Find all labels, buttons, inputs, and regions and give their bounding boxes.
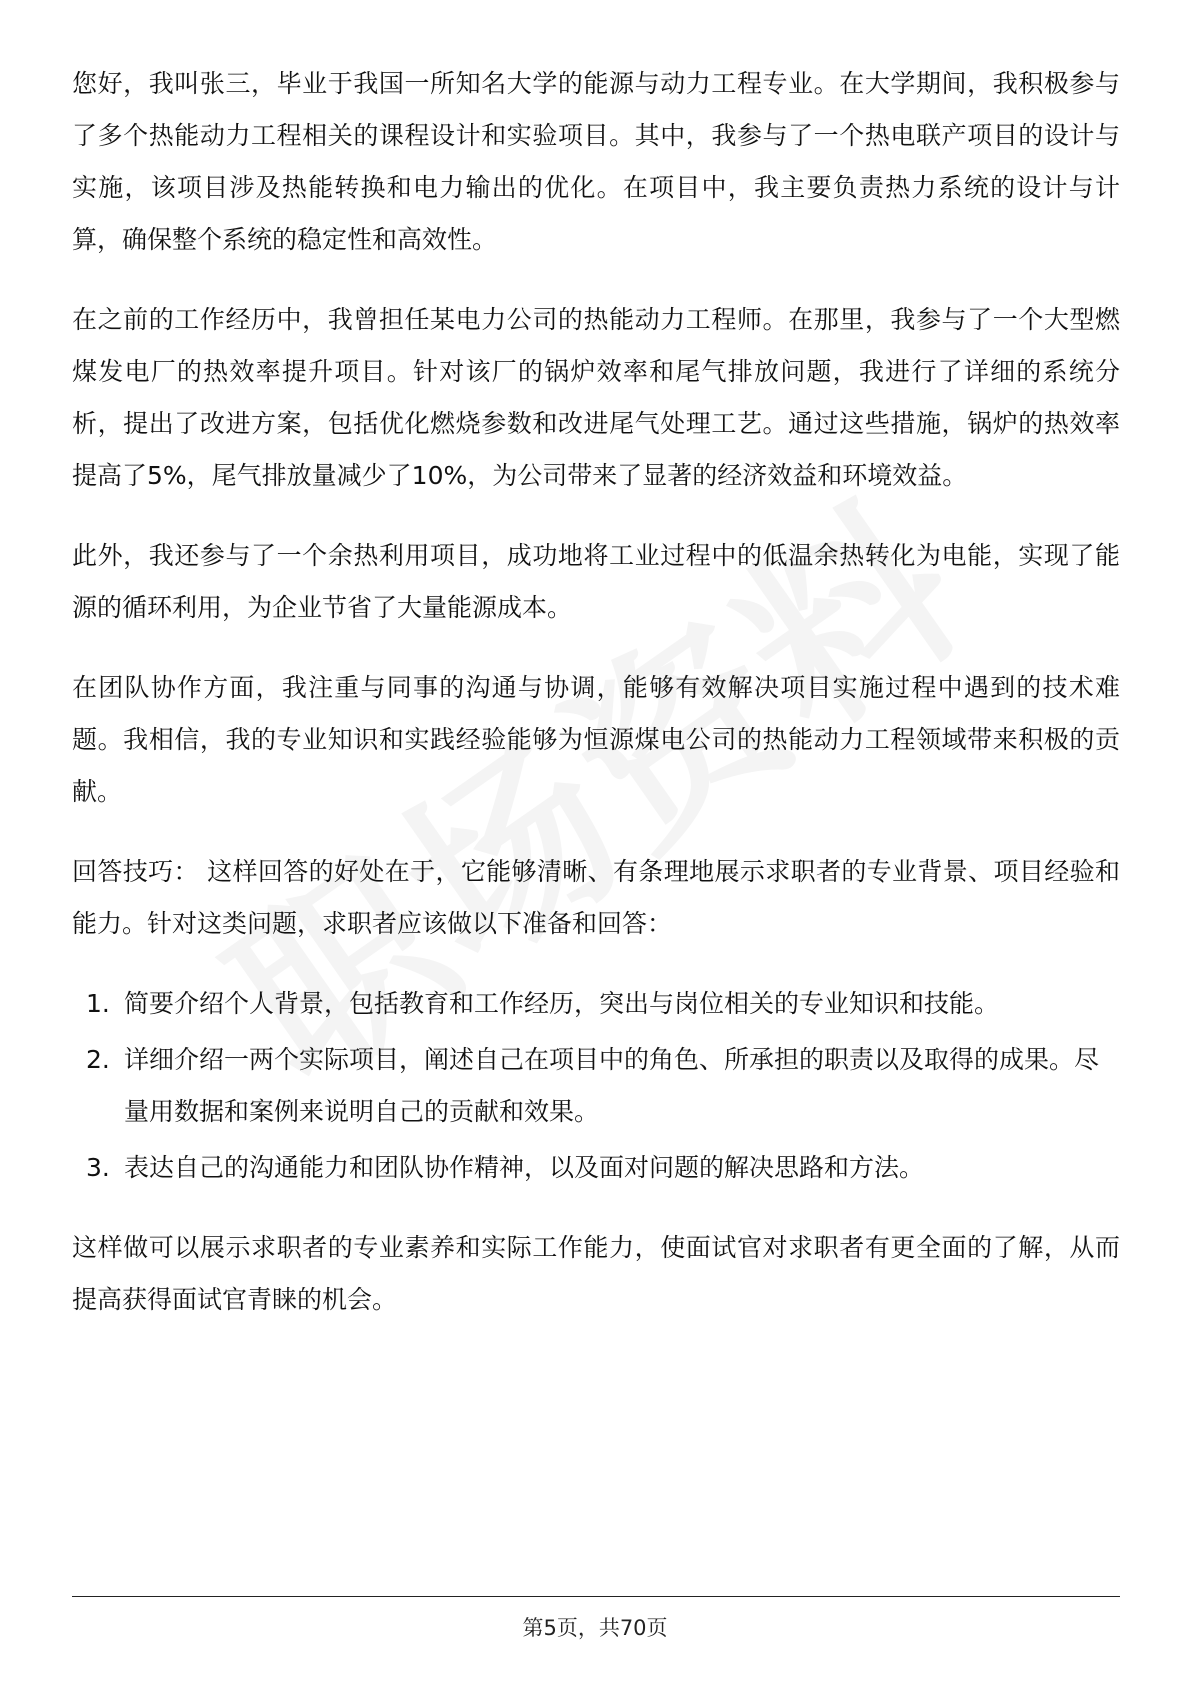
paragraph-answer-tips: 回答技巧： 这样回答的好处在于，它能够清晰、有条理地展示求职者的专业背景、项目经验和能力。针对这类问题，求职者应该做以下准备和回答： [72, 857, 1120, 938]
list-item-text: 详细介绍一两个实际项目，阐述自己在项目中的角色、所承担的职责以及取得的成果。尽量用数据和案例来说明自己的贡献和效果。 [124, 1045, 1100, 1126]
footer-divider [72, 1596, 1120, 1597]
paragraph-conclusion: 这样做可以展示求职者的专业素养和实际工作能力，使面试官对求职者有更全面的了解，从而提高获得面试官青睐的机会。 [72, 1233, 1120, 1314]
list-number: 1. [86, 989, 110, 1018]
list-item [72, 978, 1120, 1030]
list-item [72, 1142, 1120, 1194]
paragraph-intro: 您好，我叫张三，毕业于我国一所知名大学的能源与动力工程专业。在大学期间，我积极参与了多个热能动力工程相关的课程设计和实验项目。其中，我参与了一个热电联产项目的设计与实施，该项目涉及热能转换和电力输出的优化。在项目中，我主要负责热力系统的设计与计算，确保整个系统的稳定性和高效性。 [72, 69, 1120, 254]
list-item-text: 简要介绍个人背景，包括教育和工作经历，突出与岗位相关的专业知识和技能。 [124, 989, 1000, 1018]
paragraph-waste-heat-project: 此外，我还参与了一个余热利用项目，成功地将工业过程中的低温余热转化为电能，实现了能源的循环利用，为企业节省了大量能源成本。 [72, 541, 1120, 622]
paragraph-work-experience: 在之前的工作经历中，我曾担任某电力公司的热能动力工程师。在那里，我参与了一个大型燃煤发电厂的热效率提升项目。针对该厂的锅炉效率和尾气排放问题，我进行了详细的系统分析，提出了改进方案，包括优化燃烧参数和改进尾气处理工艺。通过这些措施，锅炉的热效率提高了5%，尾气排放量减少了10%，为公司带来了显著的经济效益和环境效益。 [72, 305, 1120, 490]
list-number: 2. [86, 1045, 110, 1074]
list-number: 3. [86, 1153, 110, 1182]
list-item [72, 1034, 1120, 1138]
list-item-text: 表达自己的沟通能力和团队协作精神，以及面对问题的解决思路和方法。 [124, 1153, 925, 1182]
page-number: 第5页，共70页 [522, 1616, 668, 1640]
tips-list [72, 978, 1120, 1194]
paragraph-teamwork: 在团队协作方面，我注重与同事的沟通与协调，能够有效解决项目实施过程中遇到的技术难题。我相信，我的专业知识和实践经验能够为恒源煤电公司的热能动力工程领域带来积极的贡献。 [72, 673, 1120, 806]
document-body [72, 58, 1120, 1354]
